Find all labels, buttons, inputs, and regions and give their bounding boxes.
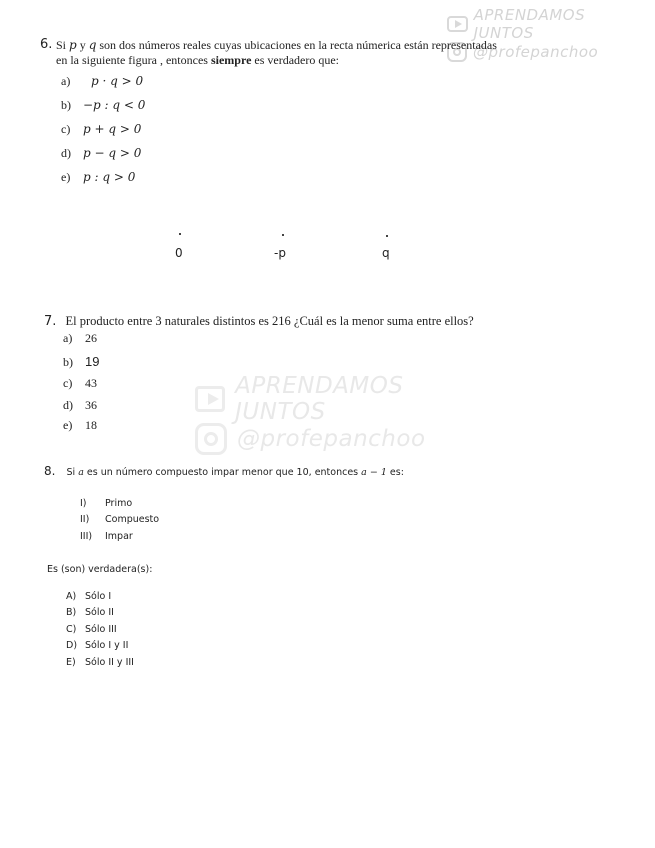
q7-option-b[interactable]: b) 19 <box>63 354 100 369</box>
question-7 <box>44 310 624 329</box>
youtube-icon <box>195 386 225 412</box>
number-line-figure <box>150 228 430 268</box>
q8-option-c[interactable]: C) Sólo III <box>66 624 117 635</box>
q8-statement-1: I) Primo <box>80 498 133 509</box>
question-text-line1: Si p y q son dos números reales cuyas ubicaciones en la recta númerica están representadas <box>56 38 497 52</box>
q6-option-a[interactable]: a) p · q > 0 <box>61 74 144 88</box>
q6-option-d[interactable]: d) p − q > 0 <box>61 146 142 160</box>
watermark-center <box>195 373 465 458</box>
q8-option-b[interactable]: B) Sólo II <box>66 607 114 618</box>
q7-option-c[interactable]: c) 43 <box>63 376 97 390</box>
question-text-line2: en la siguiente figura , entonces siempre es verdadero que: <box>56 53 340 67</box>
q8-option-d[interactable]: D) Sólo I y II <box>66 640 129 651</box>
question-number: 7. <box>44 314 57 329</box>
instagram-icon <box>195 423 227 455</box>
q6-option-b[interactable]: b) −p : q < 0 <box>61 98 146 112</box>
question-text: El producto entre 3 naturales distintos es 216 ¿Cuál es la menor suma entre ellos? <box>65 314 474 328</box>
tick-mark <box>179 233 181 235</box>
question-8 <box>44 464 624 478</box>
q6-option-c[interactable]: c) p + q > 0 <box>61 122 142 136</box>
q7-option-a[interactable]: a) 26 <box>63 331 97 345</box>
question-number: 6. <box>40 37 53 52</box>
watermark-handle: @profepanchoo <box>237 426 426 452</box>
q8-statement-2: II) Compuesto <box>80 514 160 525</box>
question-text: Si a es un número compuesto impar menor que 10, entonces a − 1 es: <box>66 467 404 478</box>
q8-option-a[interactable]: A) Sólo I <box>66 591 112 602</box>
number-line-label-zero: 0 <box>175 246 183 260</box>
question-6 <box>40 36 600 70</box>
number-line-label-q: q <box>382 246 390 260</box>
q7-option-d[interactable]: d) 36 <box>63 398 97 412</box>
watermark-brand: APRENDAMOS JUNTOS <box>473 6 586 42</box>
q6-option-e[interactable]: e) p : q > 0 <box>61 170 136 184</box>
number-line-label-neg-p: -p <box>274 246 286 260</box>
q8-option-e[interactable]: E) Sólo II y III <box>66 657 134 668</box>
q8-statement-3: III) Impar <box>80 531 133 542</box>
question-number: 8. <box>44 464 56 478</box>
tick-mark <box>386 235 388 237</box>
q7-option-e[interactable]: e) 18 <box>63 418 97 432</box>
watermark-brand: APRENDAMOS JUNTOS <box>235 373 404 425</box>
tick-mark <box>282 234 284 236</box>
q8-prompt: Es (son) verdadera(s): <box>47 564 153 575</box>
youtube-icon <box>447 16 468 32</box>
watermark-handle: @profepanchoo <box>473 43 599 61</box>
